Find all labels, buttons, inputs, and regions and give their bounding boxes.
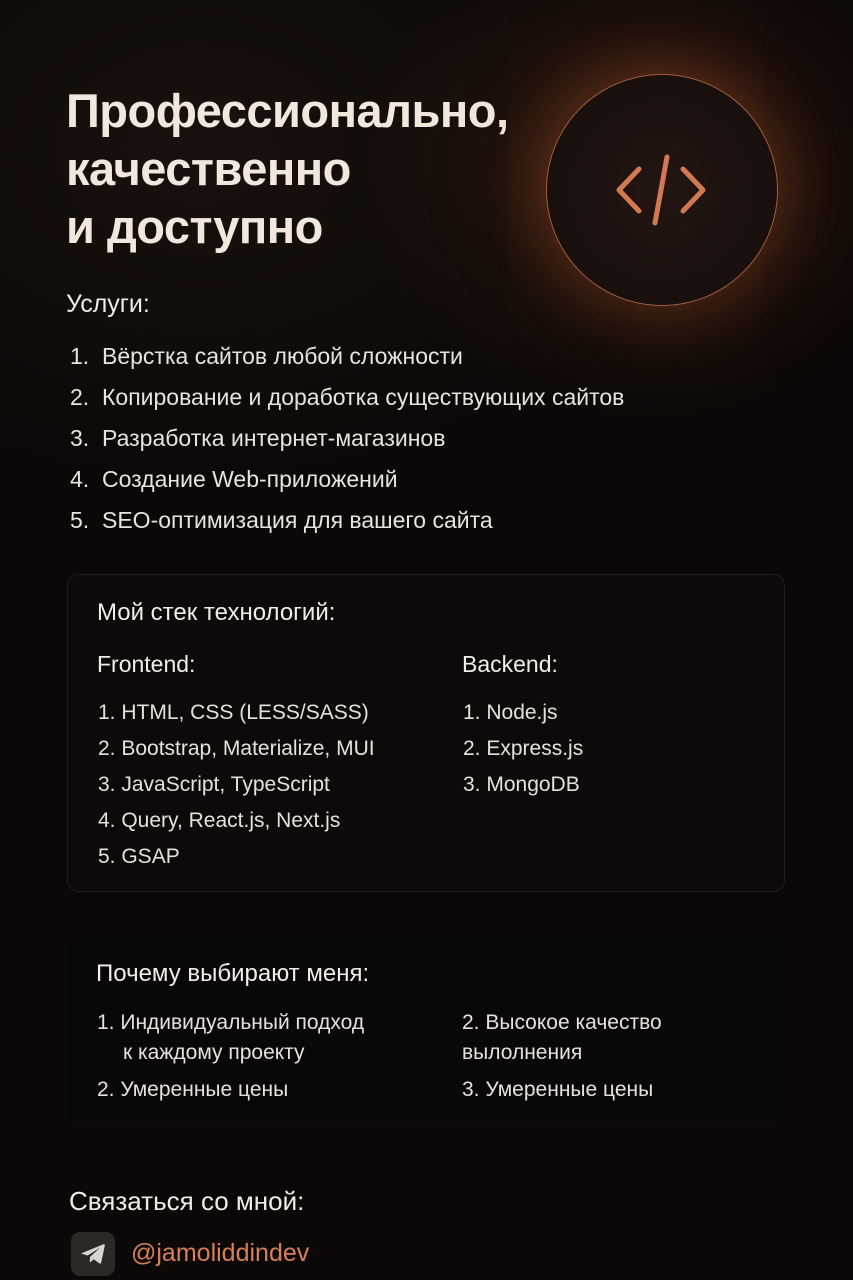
contact-heading: Связаться со мной: <box>69 1186 305 1216</box>
service-number: 5. <box>70 507 90 533</box>
frontend-heading: Frontend: <box>97 651 196 677</box>
why-item-line: к каждому проекту <box>123 1041 305 1064</box>
why-me-heading: Почему выбирают меня: <box>96 960 370 987</box>
why-item-line: вылолнения <box>462 1041 583 1064</box>
why-item-line: 1. Индивидуальный подход <box>97 1011 365 1034</box>
telegram-button[interactable] <box>71 1232 115 1276</box>
service-text: Копирование и доработка существующих сайтов <box>102 384 625 410</box>
why-item <box>97 1075 288 1105</box>
tech-stack-heading: Мой стек технологий: <box>97 599 336 626</box>
service-item <box>70 459 624 500</box>
services-heading: Услуги: <box>66 290 150 318</box>
service-item <box>70 336 624 377</box>
tech-stack-card <box>67 574 785 892</box>
service-text: Разработка интернет-магазинов <box>102 425 446 451</box>
service-number: 3. <box>70 425 90 451</box>
why-item <box>97 1008 364 1068</box>
backend-item: 2. Express.js <box>463 737 584 760</box>
service-number: 1. <box>70 343 90 369</box>
frontend-item: 2. Bootstrap, Materialize, MUI <box>98 737 375 760</box>
service-number: 2. <box>70 384 90 410</box>
service-text: Создание Web-приложений <box>102 466 398 492</box>
service-text: SEO-оптимизация для вашего сайта <box>102 507 493 533</box>
backend-item: 1. Node.js <box>463 701 558 724</box>
title-line-2: качественно <box>66 142 351 195</box>
frontend-item: 1. HTML, CSS (LESS/SASS) <box>98 701 369 724</box>
telegram-handle-link[interactable]: @jamoliddindev <box>131 1239 310 1267</box>
why-me-card <box>67 935 785 1123</box>
why-item-line: 2. Высокое качество <box>462 1011 662 1034</box>
service-number: 4. <box>70 466 90 492</box>
service-item <box>70 377 624 418</box>
frontend-item: 3. JavaScript, TypeScript <box>98 773 330 796</box>
why-item <box>462 1075 653 1105</box>
services-list <box>70 336 624 541</box>
title-line-1: Профессионально, <box>66 84 509 137</box>
why-item-line: 2. Умеренные цены <box>97 1078 289 1101</box>
frontend-list <box>98 695 375 875</box>
backend-item: 3. MongoDB <box>463 773 580 796</box>
code-icon <box>611 149 711 231</box>
service-item <box>70 500 624 541</box>
service-text: Вёрстка сайтов любой сложности <box>102 343 463 369</box>
service-item <box>70 418 624 459</box>
code-emblem <box>546 74 778 306</box>
title-line-3: и доступно <box>66 200 323 253</box>
frontend-item: 4. Query, React.js, Next.js <box>98 809 341 832</box>
why-item <box>462 1008 662 1068</box>
page-title <box>66 82 546 256</box>
backend-list <box>463 695 583 803</box>
telegram-icon <box>80 1242 106 1266</box>
frontend-item: 5. GSAP <box>98 845 180 868</box>
backend-heading: Backend: <box>462 651 558 677</box>
why-item-line: 3. Умеренные цены <box>462 1078 654 1101</box>
